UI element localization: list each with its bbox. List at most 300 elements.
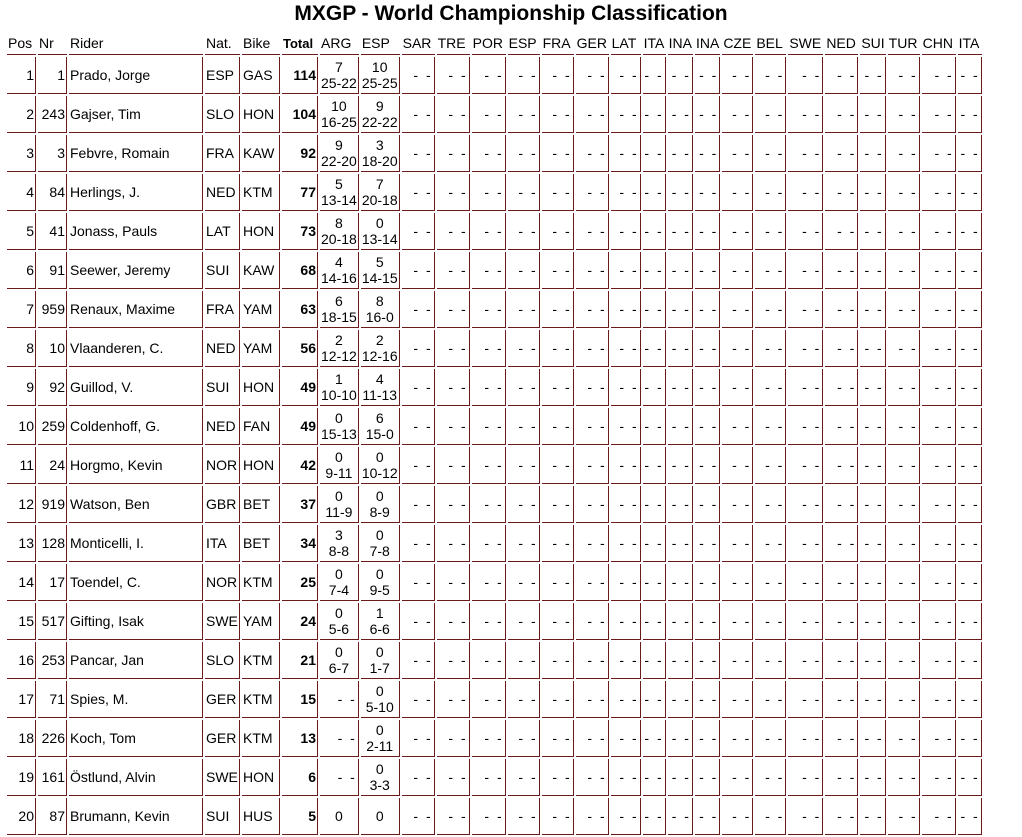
cell-bike: KTM [242, 681, 280, 718]
cell-empty: - - [695, 720, 720, 757]
header-event[interactable]: TUR [888, 32, 920, 55]
cell-bike: KTM [242, 642, 280, 679]
cell-empty: - - [888, 213, 920, 250]
cell-empty: - - [542, 330, 574, 367]
cell-empty: - - [576, 603, 609, 640]
cell-empty: - - [402, 759, 435, 796]
header-event[interactable]: ESP [361, 32, 400, 55]
cell-empty: - - [508, 486, 540, 523]
race-points: 5 [375, 254, 384, 270]
header-event[interactable]: CHN [922, 32, 956, 55]
cell-empty: - - [576, 408, 609, 445]
table-row[interactable] [7, 525, 982, 562]
cell-empty: - - [958, 252, 982, 289]
table-row[interactable] [7, 603, 982, 640]
cell-empty: - - [922, 642, 956, 679]
cell-empty: - - [860, 408, 885, 445]
race-points: 0 [375, 527, 384, 543]
cell-empty: - - [611, 369, 641, 406]
cell-race-result [361, 291, 400, 328]
cell-empty: - - [755, 642, 786, 679]
cell-empty: - - [922, 603, 956, 640]
cell-empty: - - [922, 96, 956, 133]
table-row[interactable] [7, 330, 982, 367]
race-heat-results: 11-13 [362, 387, 398, 403]
table-row[interactable] [7, 798, 982, 835]
cell-empty: - - [508, 564, 540, 601]
table-row[interactable] [7, 720, 982, 757]
race-points: 7 [375, 176, 384, 192]
cell-rider: Jonass, Pauls [69, 213, 203, 250]
table-row[interactable] [7, 96, 982, 133]
cell-empty: - - [860, 603, 885, 640]
cell-empty: - - [755, 798, 786, 835]
cell-empty: - - [922, 759, 956, 796]
cell-race-result [320, 174, 359, 211]
cell-empty: - - [643, 447, 666, 484]
cell-empty: - - [611, 330, 641, 367]
cell-race-result [361, 96, 400, 133]
cell-nat: GBR [205, 486, 240, 523]
cell-empty: - - [788, 525, 823, 562]
cell-empty: - - [668, 759, 693, 796]
cell-empty: - - [825, 681, 858, 718]
table-row[interactable] [7, 564, 982, 601]
cell-race-result [320, 603, 359, 640]
table-body [7, 57, 982, 835]
header-event[interactable]: GER [576, 32, 609, 55]
race-points: 9 [335, 137, 343, 153]
cell-nr: 919 [38, 486, 67, 523]
cell-empty: - - [888, 681, 920, 718]
race-points: 4 [335, 254, 343, 270]
cell-empty: - - [788, 759, 823, 796]
cell-empty: - - [611, 252, 641, 289]
cell-empty: - - [958, 135, 982, 172]
header-pos[interactable]: Pos [7, 32, 36, 55]
race-heat-results: 13-14 [321, 192, 357, 208]
cell-empty: - - [958, 330, 982, 367]
cell-nr: 41 [38, 213, 67, 250]
cell-empty: - - [788, 681, 823, 718]
header-event[interactable]: TRE [437, 32, 470, 55]
cell-nat: LAT [205, 213, 240, 250]
cell-empty: - - [542, 720, 574, 757]
race-points: 9 [375, 98, 384, 114]
cell-empty: - - [958, 759, 982, 796]
cell-nat: NED [205, 408, 240, 445]
cell-empty: - - [402, 252, 435, 289]
header-event[interactable]: ESP [508, 32, 540, 55]
cell-empty: - - [860, 681, 885, 718]
header-event[interactable]: INA [668, 32, 693, 55]
cell-rider: Herlings, J. [69, 174, 203, 211]
cell-empty: - - [825, 330, 858, 367]
cell-empty: - - [542, 564, 574, 601]
cell-empty: - - [888, 642, 920, 679]
table-row[interactable] [7, 447, 982, 484]
cell-empty: - - [668, 603, 693, 640]
cell-empty: - - [722, 798, 753, 835]
cell-empty: - - [922, 57, 956, 94]
cell-empty: - - [888, 369, 920, 406]
cell-empty: - - [576, 525, 609, 562]
cell-pos: 14 [7, 564, 36, 601]
header-event[interactable]: ITA [643, 32, 666, 55]
cell-nat: SUI [205, 798, 240, 835]
cell-empty: - - [888, 96, 920, 133]
cell-total: 5 [282, 798, 318, 835]
cell-empty: - - [722, 408, 753, 445]
cell-empty: - - [922, 447, 956, 484]
cell-empty: - - [437, 759, 470, 796]
header-event[interactable]: SUI [860, 32, 885, 55]
cell-empty: - - [788, 291, 823, 328]
cell-empty: - - [722, 681, 753, 718]
cell-empty: - - [722, 564, 753, 601]
cell-empty: - - [668, 408, 693, 445]
header-event[interactable]: SWE [788, 32, 823, 55]
cell-rider: Pancar, Jan [69, 642, 203, 679]
cell-rider: Prado, Jorge [69, 57, 203, 94]
cell-empty: - - [888, 408, 920, 445]
cell-empty: - - [922, 486, 956, 523]
cell-empty: - - [825, 642, 858, 679]
cell-total: 63 [282, 291, 318, 328]
header-nr[interactable]: Nr [38, 32, 67, 55]
cell-nr: 24 [38, 447, 67, 484]
race-heat-results: 25-22 [321, 75, 357, 91]
cell-empty: - - [508, 759, 540, 796]
cell-empty: - - [722, 213, 753, 250]
cell-empty: - - [788, 564, 823, 601]
cell-empty: - - [695, 525, 720, 562]
cell-empty: - - [576, 486, 609, 523]
cell-empty: - - [576, 174, 609, 211]
cell-empty: - - [542, 642, 574, 679]
cell-bike: YAM [242, 291, 280, 328]
cell-empty: - - [508, 213, 540, 250]
table-row[interactable] [7, 681, 982, 718]
cell-empty: - - [402, 369, 435, 406]
cell-empty: - - [508, 720, 540, 757]
cell-empty: - - [788, 642, 823, 679]
cell-total: 6 [282, 759, 318, 796]
header-total[interactable]: Total [282, 32, 318, 55]
cell-empty: - - [472, 720, 506, 757]
cell-empty: - - [437, 252, 470, 289]
race-heat-results: 20-18 [361, 192, 398, 208]
table-row[interactable] [7, 57, 982, 94]
cell-race-result [361, 642, 400, 679]
cell-empty: - - [402, 798, 435, 835]
cell-nat: FRA [205, 135, 240, 172]
cell-race-result [320, 57, 359, 94]
cell-bike: KTM [242, 564, 280, 601]
cell-empty: - - [755, 681, 786, 718]
cell-bike: HON [242, 369, 280, 406]
cell-empty: - - [788, 798, 823, 835]
cell-nat: FRA [205, 291, 240, 328]
cell-empty: - - [437, 57, 470, 94]
cell-empty: - - [437, 135, 470, 172]
cell-empty: - - [508, 798, 540, 835]
cell-empty: - - [472, 96, 506, 133]
race-points: 6 [335, 293, 343, 309]
cell-empty: - - [472, 252, 506, 289]
cell-empty: - - [668, 135, 693, 172]
header-event[interactable]: FRA [542, 32, 574, 55]
cell-empty: - - [472, 369, 506, 406]
cell-empty: - - [860, 720, 885, 757]
cell-empty: - - [922, 408, 956, 445]
cell-empty: - - [643, 759, 666, 796]
cell-nat: ITA [205, 525, 240, 562]
header-event[interactable]: NED [825, 32, 858, 55]
cell-nr: 128 [38, 525, 67, 562]
cell-rider: Watson, Ben [69, 486, 203, 523]
cell-rider: Vlaanderen, C. [69, 330, 203, 367]
header-event[interactable]: SAR [402, 32, 435, 55]
cell-empty: - - [402, 291, 435, 328]
cell-empty: - - [788, 135, 823, 172]
table-row[interactable] [7, 135, 982, 172]
table-row[interactable] [7, 174, 982, 211]
race-points: 0 [375, 215, 384, 231]
cell-empty: - - [888, 759, 920, 796]
cell-empty: - - [860, 291, 885, 328]
cell-empty: - - [437, 330, 470, 367]
cell-pos: 1 [7, 57, 36, 94]
race-points: 0 [375, 644, 384, 660]
cell-race-result [361, 759, 400, 796]
cell-empty: - - [611, 798, 641, 835]
header-rider[interactable]: Rider [69, 32, 203, 55]
cell-empty: - - [922, 135, 956, 172]
cell-empty: - - [860, 174, 885, 211]
cell-total: 77 [282, 174, 318, 211]
table-row[interactable] [7, 408, 982, 445]
cell-empty: - - [695, 759, 720, 796]
cell-empty: - - [668, 96, 693, 133]
race-heat-results: 6-6 [369, 621, 390, 637]
cell-empty: - - [643, 642, 666, 679]
cell-total: 42 [282, 447, 318, 484]
cell-empty: - - [958, 408, 982, 445]
cell-empty: - - [668, 642, 693, 679]
cell-empty: - - [542, 252, 574, 289]
cell-pos: 15 [7, 603, 36, 640]
cell-rider: Monticelli, I. [69, 525, 203, 562]
cell-pos: 20 [7, 798, 36, 835]
cell-empty: - - [643, 681, 666, 718]
cell-empty: - - [788, 603, 823, 640]
table-row[interactable] [7, 759, 982, 796]
cell-empty: - - [825, 486, 858, 523]
cell-empty: - - [542, 798, 574, 835]
cell-empty: - - [922, 564, 956, 601]
cell-bike: HON [242, 759, 280, 796]
race-heat-results: 18-20 [361, 153, 398, 169]
cell-nr: 161 [38, 759, 67, 796]
cell-empty: - - [402, 447, 435, 484]
cell-nat: NOR [205, 447, 240, 484]
cell-empty: - - [402, 213, 435, 250]
cell-empty: - - [472, 408, 506, 445]
cell-race-result [361, 447, 400, 484]
race-heat-results: 3-3 [369, 777, 390, 793]
cell-empty: - - [755, 369, 786, 406]
cell-pos: 7 [7, 291, 36, 328]
cell-bike: KAW [242, 135, 280, 172]
cell-empty: - - [860, 369, 885, 406]
header-bike[interactable]: Bike [242, 32, 280, 55]
cell-empty: - - [722, 174, 753, 211]
cell-empty: - - [958, 525, 982, 562]
cell-empty: - - [402, 720, 435, 757]
cell-empty: - - [576, 213, 609, 250]
cell-empty: - - [576, 96, 609, 133]
cell-empty: - - [643, 525, 666, 562]
cell-total: 49 [282, 408, 318, 445]
cell-empty: - - [402, 174, 435, 211]
cell-empty: - - [755, 486, 786, 523]
cell-empty: - - [860, 486, 885, 523]
cell-race-result [361, 252, 400, 289]
cell-bike: HON [242, 213, 280, 250]
race-points: 3 [335, 527, 343, 543]
table-row[interactable] [7, 486, 982, 523]
cell-empty: - - [542, 447, 574, 484]
header-event[interactable]: ARG [320, 32, 359, 55]
table-row[interactable] [7, 213, 982, 250]
header-event[interactable]: BEL [755, 32, 786, 55]
cell-empty: - - [437, 564, 470, 601]
cell-empty: - - [508, 96, 540, 133]
cell-empty: - - [668, 525, 693, 562]
cell-empty: - - [755, 720, 786, 757]
race-points: 1 [335, 371, 343, 387]
header-event[interactable]: INA [695, 32, 720, 55]
race-heat-results: 15-13 [321, 426, 357, 442]
race-heat-results: 7-4 [328, 582, 350, 598]
header-event[interactable]: CZE [722, 32, 753, 55]
cell-empty: - - [320, 759, 359, 796]
cell-empty: - - [542, 135, 574, 172]
cell-empty: - - [755, 447, 786, 484]
table-row[interactable] [7, 252, 982, 289]
cell-empty: - - [825, 564, 858, 601]
cell-empty: - - [643, 57, 666, 94]
cell-empty: - - [888, 330, 920, 367]
cell-empty: - - [888, 798, 920, 835]
cell-empty: - - [695, 369, 720, 406]
cell-race-result [320, 135, 359, 172]
cell-empty: - - [668, 681, 693, 718]
cell-nr: 84 [38, 174, 67, 211]
cell-empty: - - [472, 486, 506, 523]
cell-rider: Toendel, C. [69, 564, 203, 601]
header-event[interactable]: ITA [958, 32, 982, 55]
cell-empty: - - [722, 330, 753, 367]
cell-race-result [361, 603, 400, 640]
table-row[interactable] [7, 291, 982, 328]
cell-pos: 18 [7, 720, 36, 757]
race-heat-results: 6-7 [328, 660, 350, 676]
cell-empty: - - [755, 135, 786, 172]
cell-empty: - - [320, 681, 359, 718]
race-points: 2 [375, 332, 384, 348]
page-title: MXGP - World Championship Classification [294, 2, 728, 25]
table-row[interactable] [7, 369, 982, 406]
cell-empty: - - [755, 213, 786, 250]
race-heat-results: 8-8 [328, 543, 350, 559]
cell-empty: - - [668, 486, 693, 523]
cell-empty: - - [755, 330, 786, 367]
cell-empty: - - [402, 330, 435, 367]
cell-empty: - - [722, 642, 753, 679]
race-points: 0 [375, 488, 384, 504]
race-points: 10 [331, 98, 347, 114]
cell-empty: - - [611, 759, 641, 796]
race-points: 5 [335, 176, 343, 192]
header-event[interactable]: LAT [611, 32, 641, 55]
race-heat-results: 12-16 [361, 348, 398, 364]
cell-empty: - - [860, 447, 885, 484]
cell-pos: 2 [7, 96, 36, 133]
cell-nat: SWE [205, 603, 240, 640]
race-heat-results: 18-15 [321, 309, 357, 325]
cell-race-result [361, 408, 400, 445]
cell-bike: FAN [242, 408, 280, 445]
cell-empty: - - [958, 603, 982, 640]
cell-empty: - - [542, 57, 574, 94]
header-event[interactable]: POR [472, 32, 506, 55]
cell-empty: - - [508, 291, 540, 328]
cell-empty: - - [508, 447, 540, 484]
table-row[interactable] [7, 642, 982, 679]
cell-empty: - - [860, 642, 885, 679]
race-points: 0 [375, 683, 384, 699]
cell-rider: Seewer, Jeremy [69, 252, 203, 289]
cell-empty: - - [402, 681, 435, 718]
cell-empty: - - [437, 291, 470, 328]
cell-empty: - - [695, 564, 720, 601]
cell-empty: - - [888, 486, 920, 523]
cell-empty: - - [695, 486, 720, 523]
cell-empty: - - [643, 603, 666, 640]
cell-empty: - - [437, 447, 470, 484]
cell-empty: - - [788, 408, 823, 445]
header-nat[interactable]: Nat. [205, 32, 240, 55]
cell-nr: 10 [38, 330, 67, 367]
cell-empty: - - [958, 96, 982, 133]
cell-empty: - - [958, 291, 982, 328]
cell-empty: - - [695, 291, 720, 328]
cell-race-result [320, 213, 359, 250]
cell-empty: - - [825, 252, 858, 289]
cell-empty: - - [437, 642, 470, 679]
cell-empty: - - [958, 720, 982, 757]
cell-empty: - - [788, 252, 823, 289]
cell-nat: SLO [205, 642, 240, 679]
cell-empty: - - [437, 720, 470, 757]
cell-empty: - - [860, 57, 885, 94]
race-heat-results: 8-9 [369, 504, 390, 520]
cell-pos: 11 [7, 447, 36, 484]
cell-empty: - - [643, 213, 666, 250]
cell-total: 24 [282, 603, 318, 640]
